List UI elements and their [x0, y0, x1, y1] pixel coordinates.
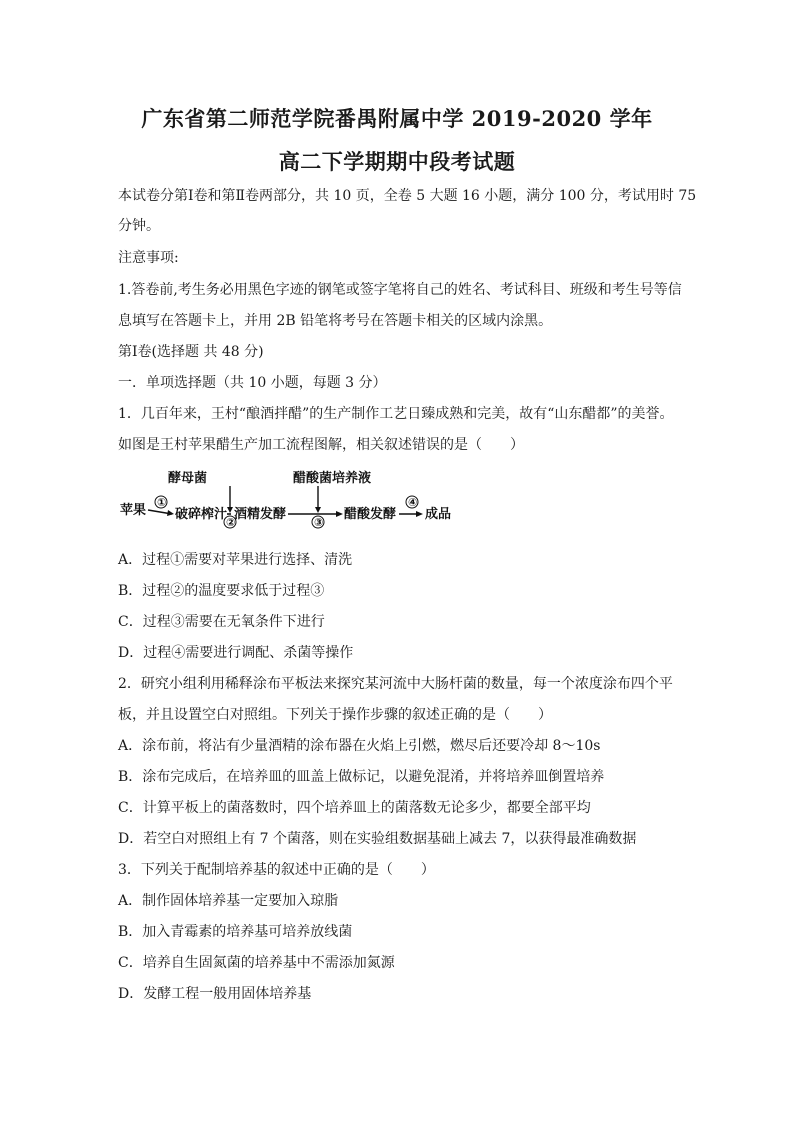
question-3-option-d: D．发酵工程一般用固体培养基	[118, 986, 312, 1002]
intro-text: 本试卷分第Ⅰ卷和第Ⅱ卷两部分，共 10 页，全卷 5 大题 16 小题，满分 100 分，考试用时 75	[118, 188, 697, 204]
question-1-option-a: A．过程①需要对苹果进行选择、清洗	[118, 552, 353, 568]
notice-item-1-cont: 息填写在答题卡上，并用 2B 铅笔将考号在答题卡相关的区域内涂黑。	[118, 313, 553, 329]
question-1-stem-cont: 如图是王村苹果醋生产加工流程图解，相关叙述错误的是（ ）	[118, 437, 524, 453]
question-2-stem: 2．研究小组利用稀释涂布平板法来探究某河流中大肠杆菌的数量，每一个浓度涂布四个平	[118, 676, 673, 692]
step-1-number: ①	[157, 496, 167, 509]
question-3-option-a: A．制作固体培养基一定要加入琼脂	[118, 893, 339, 909]
acetic-fermentation-label: 醋酸发酵	[344, 507, 397, 522]
page-title-line1: 广东省第二师范学院番禺附属中学 2019-2020 学年	[141, 106, 653, 131]
acetic-culture-label: 醋酸菌培养液	[293, 471, 372, 486]
intro-text-cont: 分钟。	[118, 218, 160, 234]
question-1-option-c: C．过程③需要在无氧条件下进行	[118, 614, 325, 630]
product-label: 成品	[425, 507, 452, 522]
question-2-option-b: B．涂布完成后，在培养皿的皿盖上做标记，以避免混淆，并将培养皿倒置培养	[118, 769, 605, 785]
question-3-option-c: C．培养自生固氮菌的培养基中不需添加氮源	[118, 955, 395, 971]
apple-label: 苹果	[120, 503, 147, 518]
notice-item-1: 1.答卷前,考生务必用黑色字迹的钢笔或签字笔将自己的姓名、考试科目、班级和考生号等信	[118, 282, 682, 298]
notice-heading: 注意事项:	[118, 250, 179, 266]
arrow-4-head-icon	[416, 511, 423, 517]
question-3-option-b: B．加入青霉素的培养基可培养放线菌	[118, 924, 353, 940]
arrow-3-head-icon	[336, 511, 343, 517]
question-2-option-c: C．计算平板上的菌落数时，四个培养皿上的菌落数无论多少，都要全部平均	[118, 800, 591, 816]
step-2-number: ②	[226, 516, 236, 529]
question-1-option-b: B．过程②的温度要求低于过程③	[118, 583, 325, 599]
crushed-label: 破碎榨汁	[175, 507, 228, 522]
question-3-stem: 3．下列关于配制培养基的叙述中正确的是（ ）	[118, 862, 435, 878]
process-flow-diagram	[118, 470, 478, 530]
step-3-number: ③	[314, 516, 324, 529]
yeast-label: 酵母菌	[168, 471, 208, 486]
question-1-stem: 1．几百年来，王村“酿酒拌醋”的生产制作工艺日臻成熟和完美，故有“山东醋都”的美誉。	[118, 406, 674, 422]
page-title-line2: 高二下学期期中段考试题	[278, 149, 516, 174]
question-2-option-d: D．若空白对照组上有 7 个菌落，则在实验组数据基础上减去 7，以获得最准确数据	[118, 831, 637, 847]
yeast-arrow-head-icon	[227, 507, 233, 513]
alcohol-fermentation-label: 酒精发酵	[234, 507, 287, 522]
question-1-option-d: D．过程④需要进行调配、杀菌等操作	[118, 645, 354, 661]
arrow-1-head-icon	[167, 510, 174, 516]
part-heading: 第Ⅰ卷(选择题 共 48 分)	[118, 344, 264, 360]
acetic-culture-arrow-head-icon	[315, 507, 321, 513]
question-2-stem-cont: 板，并且设置空白对照组。下列关于操作步骤的叙述正确的是（ ）	[118, 707, 552, 723]
question-2-option-a: A．涂布前，将沾有少量酒精的涂布器在火焰上引燃，燃尽后还要冷却 8～10s	[118, 738, 601, 754]
section-heading: 一．单项选择题（共 10 小题，每题 3 分）	[118, 375, 387, 391]
step-4-number: ④	[408, 496, 418, 509]
